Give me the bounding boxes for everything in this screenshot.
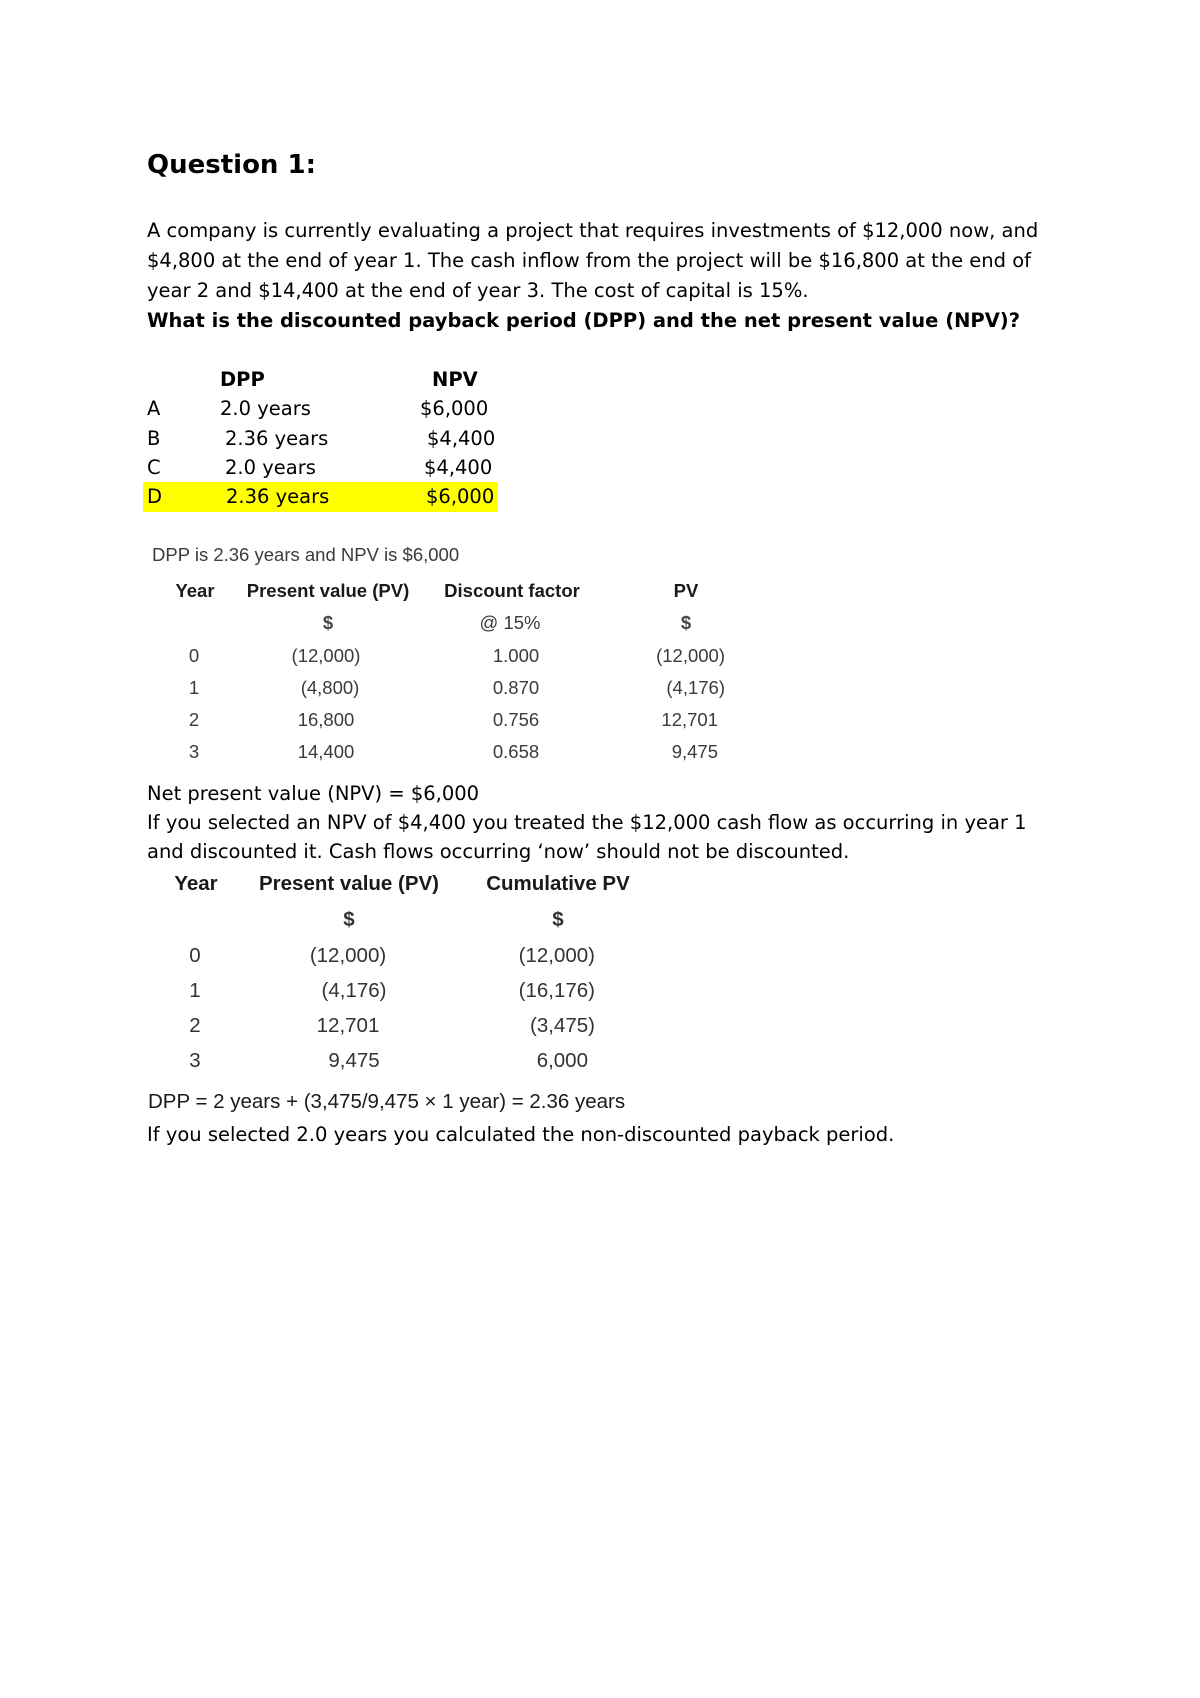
pv-cell: (12,000) bbox=[656, 645, 725, 666]
question-prompt: What is the discounted payback period (DPP) and the net present value (NPV)? bbox=[147, 309, 1021, 332]
cum-cell: 2 bbox=[189, 1014, 201, 1037]
dpp-formula: DPP = 2 years + (3,475/9,475 × 1 year) = 2.36 years bbox=[148, 1090, 626, 1113]
pv-cell: 1.000 bbox=[492, 645, 540, 666]
cum-table-header: Present value (PV) bbox=[258, 872, 440, 895]
option-dpp: 2.0 years bbox=[220, 397, 311, 420]
npv-result: Net present value (NPV) = $6,000 bbox=[147, 782, 480, 805]
pv-table-subheader: $ bbox=[322, 612, 334, 633]
option-dpp: 2.36 years bbox=[225, 427, 329, 450]
pv-table-header: Year bbox=[175, 580, 215, 601]
cum-cell: (12,000) bbox=[309, 944, 387, 967]
pv-cell: 14,400 bbox=[297, 741, 355, 762]
pv-table-header: Discount factor bbox=[444, 580, 580, 601]
option-dpp: 2.36 years bbox=[226, 485, 330, 508]
pv-cell: 0 bbox=[188, 645, 200, 666]
option-npv: $4,400 bbox=[424, 456, 493, 479]
question-body-line-3: year 2 and $14,400 at the end of year 3. The cost of capital is 15%. bbox=[147, 279, 809, 302]
pv-cell: (4,800) bbox=[300, 677, 360, 698]
cum-cell: 12,701 bbox=[316, 1014, 380, 1037]
pv-cell: 0.756 bbox=[492, 709, 540, 730]
answer-summary: DPP is 2.36 years and NPV is $6,000 bbox=[152, 544, 460, 565]
cum-cell: 6,000 bbox=[536, 1049, 588, 1072]
pv-cell: 2 bbox=[188, 709, 200, 730]
pv-cell: 0.658 bbox=[492, 741, 540, 762]
question-title: Question 1: bbox=[147, 150, 316, 180]
pv-cell: 1 bbox=[188, 677, 200, 698]
option-letter: B bbox=[147, 427, 161, 450]
pv-cell: (4,176) bbox=[666, 677, 725, 698]
pv-table-header: PV bbox=[673, 580, 699, 601]
option-letter: C bbox=[147, 456, 161, 479]
pv-table-subheader: @ 15% bbox=[479, 612, 541, 633]
pv-cell: 16,800 bbox=[297, 709, 355, 730]
pv-cell: 0.870 bbox=[492, 677, 540, 698]
option-dpp: 2.0 years bbox=[225, 456, 316, 479]
options-header-dpp: DPP bbox=[220, 368, 265, 391]
options-header-npv: NPV bbox=[432, 368, 478, 391]
pv-table-subheader: $ bbox=[680, 612, 692, 633]
cum-cell: 9,475 bbox=[328, 1049, 380, 1072]
question-body-line-2: $4,800 at the end of year 1. The cash inflow from the project will be $16,800 at the end of bbox=[147, 249, 1032, 272]
pv-cell: 9,475 bbox=[671, 741, 718, 762]
cum-cell: (4,176) bbox=[321, 979, 387, 1002]
cum-table-header: Cumulative PV bbox=[486, 872, 630, 895]
cum-cell: (16,176) bbox=[518, 979, 595, 1002]
cum-table-header: Year bbox=[174, 872, 218, 895]
pv-cell: (12,000) bbox=[291, 645, 361, 666]
pv-table-header: Present value (PV) bbox=[246, 580, 410, 601]
option-npv: $6,000 bbox=[420, 397, 489, 420]
cum-cell: 1 bbox=[189, 979, 201, 1002]
npv-explanation-line-1: If you selected an NPV of $4,400 you treated the $12,000 cash flow as occurring in year 1 bbox=[147, 811, 1027, 834]
npv-explanation-line-2: and discounted it. Cash flows occurring ‘now’ should not be discounted. bbox=[147, 840, 850, 863]
option-letter: A bbox=[147, 397, 161, 420]
cum-table-subheader: $ bbox=[343, 908, 355, 931]
option-npv: $4,400 bbox=[427, 427, 496, 450]
question-body-line-1: A company is currently evaluating a project that requires investments of $12,000 now, and bbox=[147, 219, 1039, 242]
cum-cell: 3 bbox=[189, 1049, 201, 1072]
cum-cell: (12,000) bbox=[518, 944, 595, 967]
dpp-note: If you selected 2.0 years you calculated the non-discounted payback period. bbox=[147, 1123, 895, 1146]
cum-cell: (3,475) bbox=[530, 1014, 595, 1037]
option-letter: D bbox=[147, 485, 163, 508]
option-npv: $6,000 bbox=[426, 485, 495, 508]
pv-cell: 12,701 bbox=[661, 709, 718, 730]
pv-cell: 3 bbox=[188, 741, 200, 762]
cum-table-subheader: $ bbox=[552, 908, 564, 931]
cum-cell: 0 bbox=[189, 944, 201, 967]
